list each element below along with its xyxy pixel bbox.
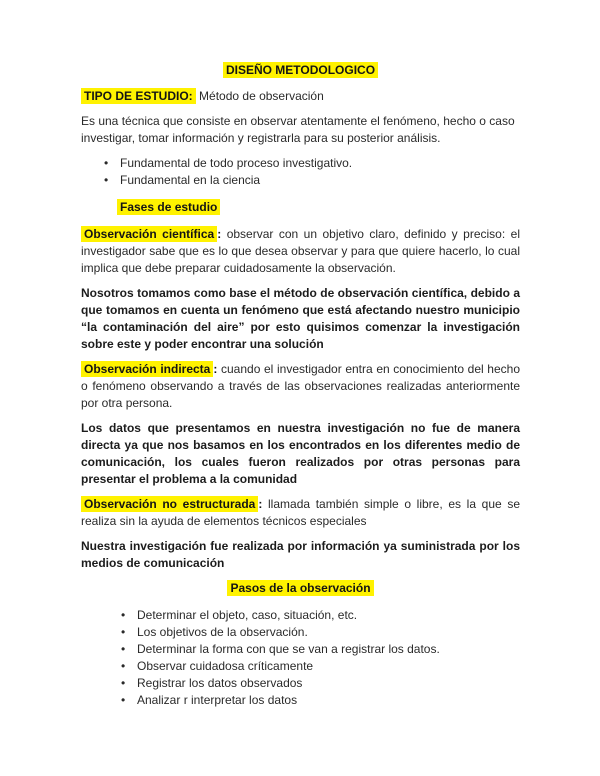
observacion-no-estructurada-term: Observación no estructurada bbox=[81, 496, 258, 512]
doc-title: DISEÑO METODOLOGICO bbox=[223, 62, 378, 78]
observacion-indirecta-definition: cuando el investigador entra en conocimiento del hecho o fenómeno observando a través de las observaciones realizadas anteriormente por otra persona. bbox=[81, 362, 520, 410]
doc-title-line bbox=[81, 62, 520, 79]
bullet-item: • Registrar los datos observados bbox=[137, 675, 520, 692]
nuestra-paragraph: Nuestra investigación fue realizada por información ya suministrada por los medios de comunicación bbox=[81, 539, 520, 570]
fases-heading: Fases de estudio bbox=[117, 199, 220, 215]
term-colon: : bbox=[258, 497, 263, 511]
tipo-de-estudio-value: Método de observación bbox=[199, 89, 324, 103]
observacion-no-estructurada-paragraph bbox=[81, 496, 520, 530]
bullet-item: • Fundamental en la ciencia bbox=[120, 172, 520, 189]
pasos-heading: Pasos de la observación bbox=[227, 580, 373, 596]
intro-paragraph: Es una técnica que consiste en observar atentamente el fenómeno, hecho o caso investigar, tomar información y registrarla para su posterior análisis. bbox=[81, 114, 515, 145]
observacion-cientifica-definition: observar con un objetivo claro, definido y preciso: el investigador sabe que es lo que desea observar y para que quiere hacerlo, lo cual implica que debe preparar cuidadosamente la observación. bbox=[81, 227, 520, 275]
term-colon: : bbox=[213, 362, 218, 376]
observacion-indirecta-paragraph bbox=[81, 361, 520, 412]
observacion-no-estructurada-definition: llamada también simple o libre, es la que se realiza sin la ayuda de elementos técnicos especiales bbox=[81, 497, 520, 528]
intro-bullet-list bbox=[81, 155, 520, 189]
pasos-heading-line bbox=[81, 580, 520, 597]
nosotros-paragraph: Nosotros tomamos como base el método de observación científica, debido a que tomamos en cuenta un fenómeno que está afectando nuestro municipio “la contaminación del aire” por esto quisimos comenzar la investigación sobre este y poder encontrar una solución bbox=[81, 286, 520, 351]
bullet-item: • Determinar la forma con que se van a registrar los datos. bbox=[137, 641, 520, 658]
pasos-bullet-list bbox=[81, 607, 520, 709]
datos-paragraph: Los datos que presentamos en nuestra investigación no fue de manera directa ya que nos basamos en los encontrados en los diferentes medio de comunicación, los cuales fueron realizados por otras personas para presentar el problema a la comunidad bbox=[81, 421, 520, 486]
term-colon: : bbox=[217, 227, 222, 241]
bullet-item: • Observar cuidadosa críticamente bbox=[137, 658, 520, 675]
fases-heading-line bbox=[81, 199, 520, 216]
bullet-item: • Fundamental de todo proceso investigativo. bbox=[120, 155, 520, 172]
tipo-de-estudio-label: TIPO DE ESTUDIO: bbox=[81, 88, 196, 104]
observacion-cientifica-paragraph bbox=[81, 226, 520, 277]
bullet-item: • Los objetivos de la observación. bbox=[137, 624, 520, 641]
observacion-cientifica-term: Observación científica bbox=[81, 226, 217, 242]
bullet-item: • Determinar el objeto, caso, situación, etc. bbox=[137, 607, 520, 624]
tipo-de-estudio-line bbox=[81, 88, 520, 105]
observacion-indirecta-term: Observación indirecta bbox=[81, 361, 213, 377]
bullet-item: • Analizar r interpretar los datos bbox=[137, 692, 520, 709]
